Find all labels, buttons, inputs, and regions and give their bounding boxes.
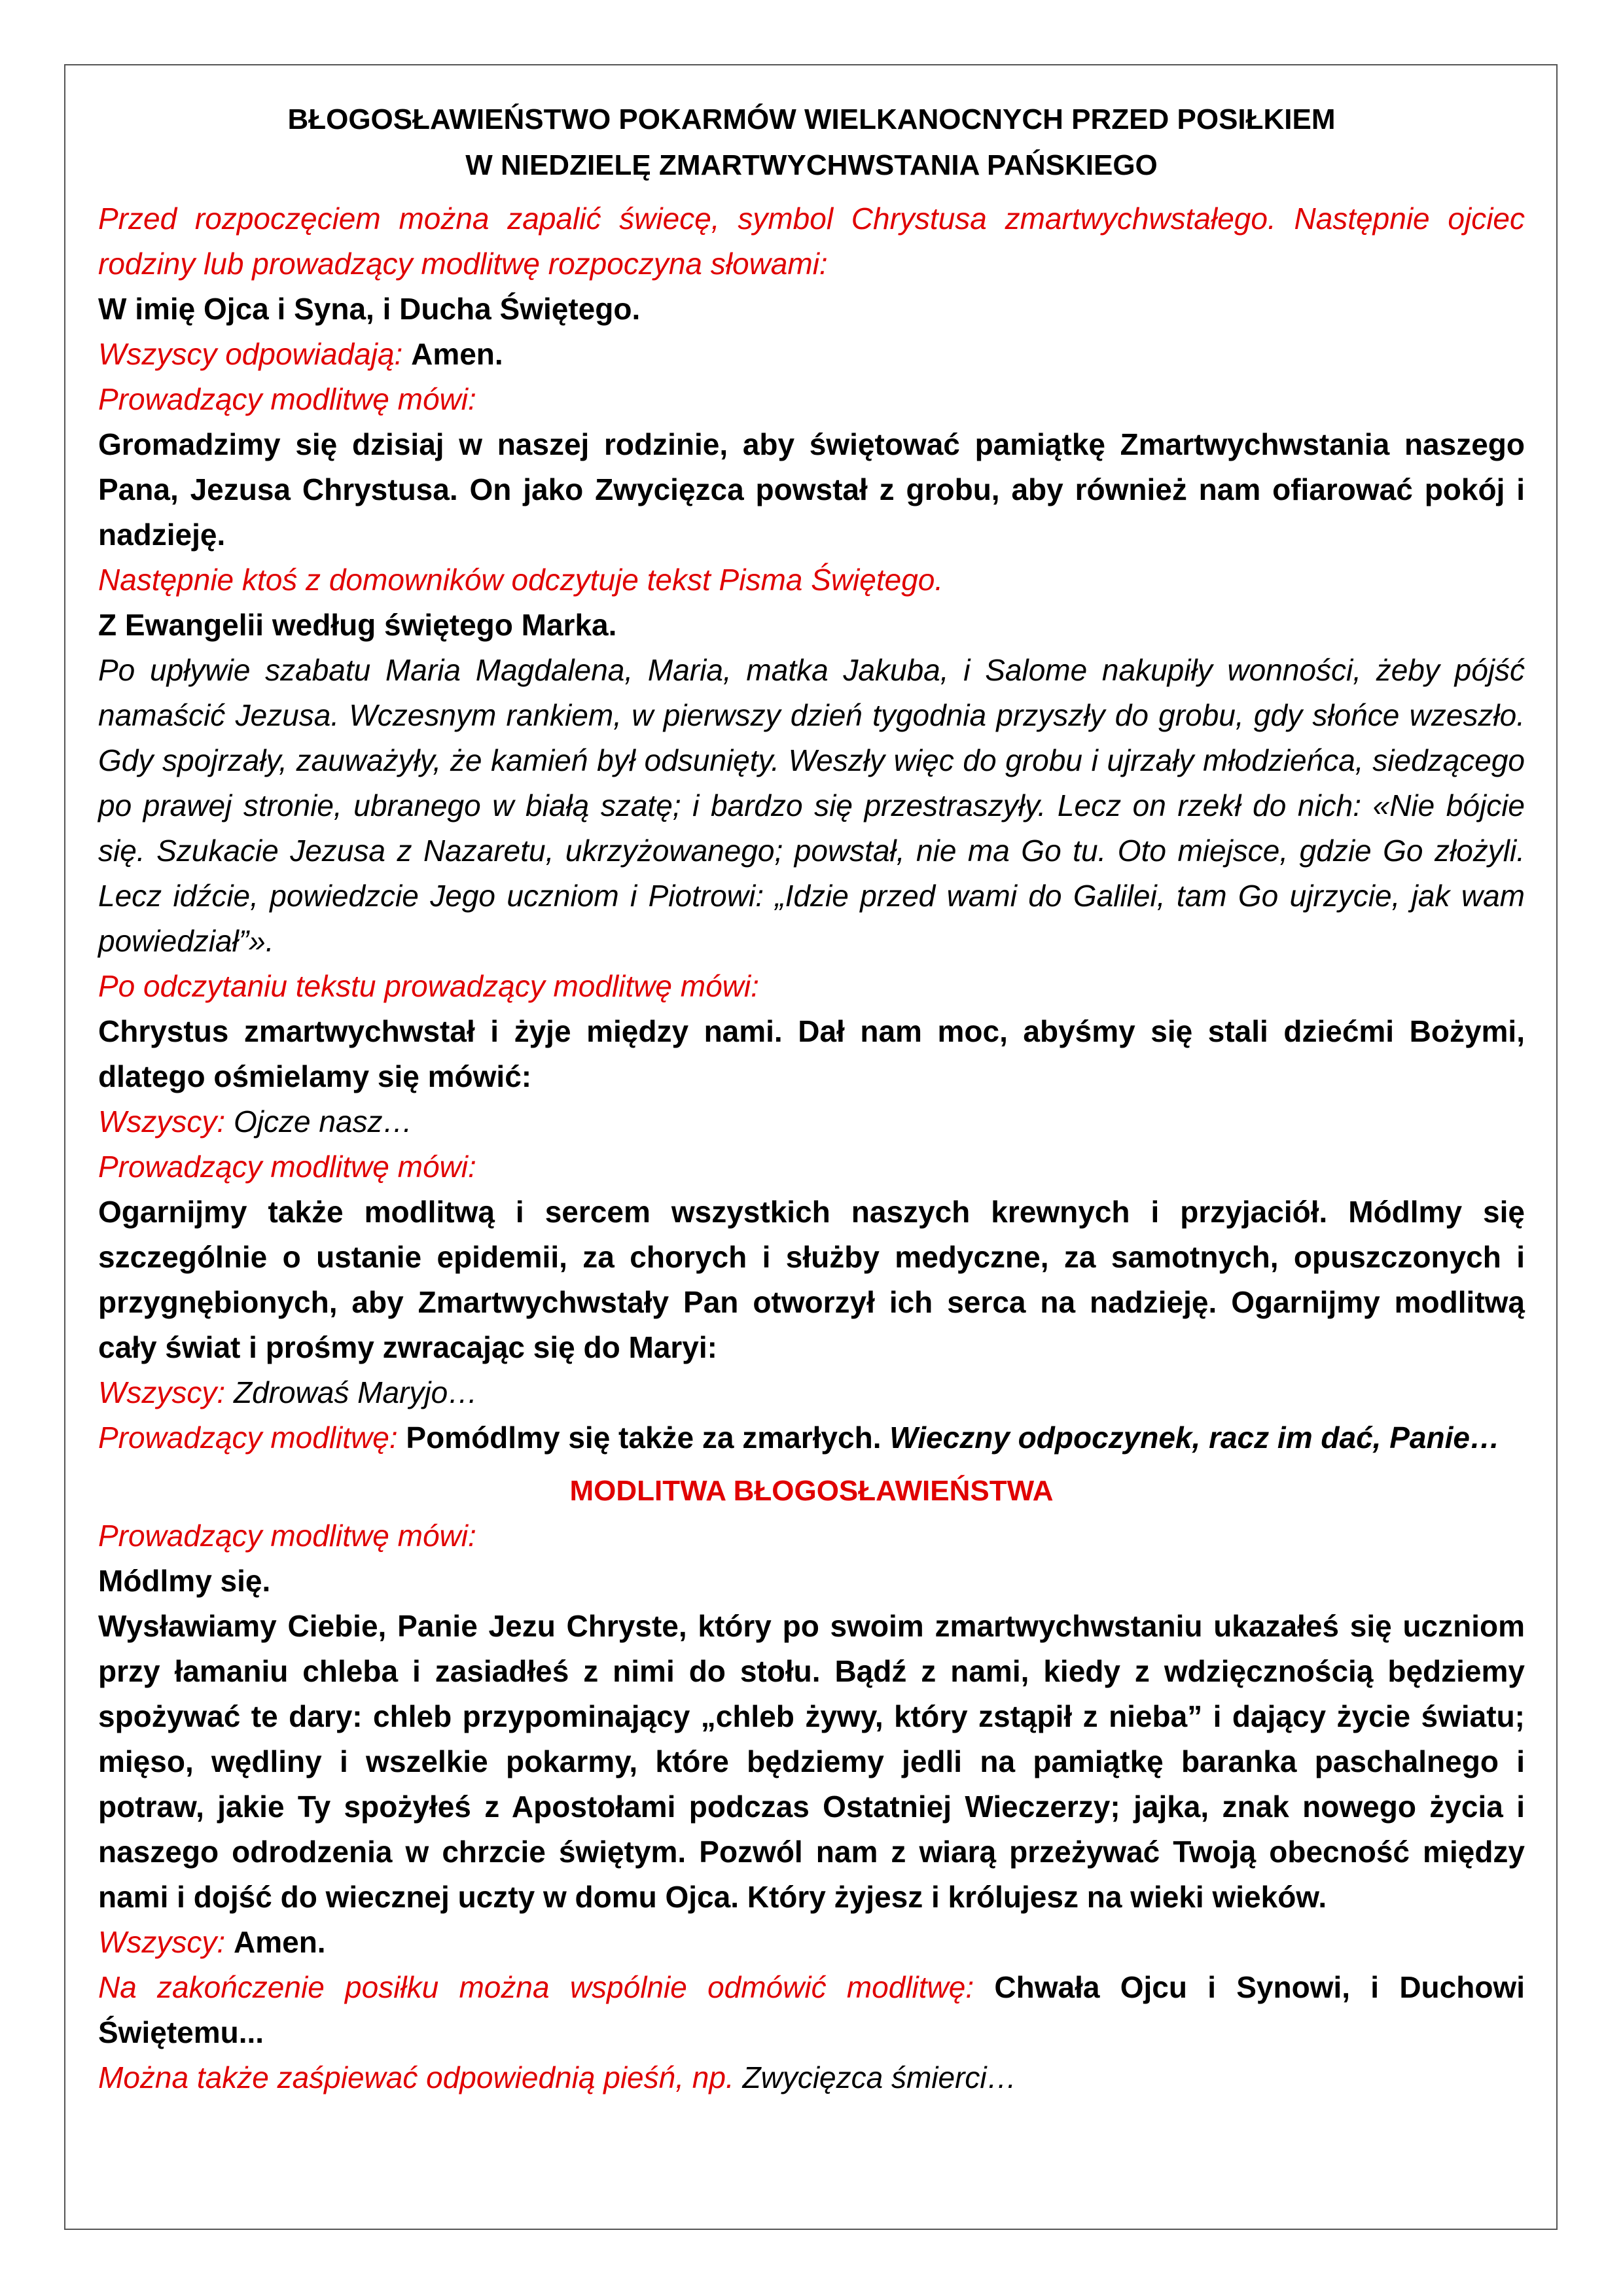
rubric-blessing-leader: Prowadzący modlitwę mówi: [98, 1519, 476, 1553]
let-us-pray: Módlmy się. [98, 1564, 271, 1598]
rubric-closing-intro: Na zakończenie posiłku można wspólnie odmówić modlitwę: [98, 1970, 974, 2004]
gospel-text: Po upływie szabatu Maria Magdalena, Maria, matka Jakuba, i Salome nakupiły wonności, żeby pójść namaścić Jezusa. Wczesnym rankiem, w pierwszy dzień tygodnia przyszły do grobu, gdy słońce wzeszło. Gdy spojrzały, zauważyły, że kamień był odsunięty. Weszły więc do grobu i ujrzały młodzieńca, siedzącego po prawej stronie, ubranego w białą szatę; i bardzo się przestraszyły. Lecz on rzekł do nich: «Nie bójcie się. Szukacie Jezusa z Nazaretu, ukrzyżowanego; powstał, nie ma Go tu. Oto miejsce, gdzie Go złożyli. Lecz idźcie, powiedzcie Jego uczniom i Piotrowi: „Idzie przed wami do Galilei, tam Go ujrzycie, jak wam powiedział”». [98, 653, 1525, 958]
sign-of-cross: W imię Ojca i Syna, i Ducha Świętego. [98, 292, 641, 326]
rubric-intro: Przed rozpoczęciem można zapalić świecę, symbol Chrystusa zmartwychwstałego. Następnie ojciec rodziny lub prowadzący modlitwę rozpoczyna słowami: [98, 202, 1525, 281]
rubric-all-respond: Wszyscy odpowiadają: [98, 337, 403, 371]
christ-risen-text: Chrystus zmartwychwstał i żyje między nami. Dał nam moc, abyśmy się stali dziećmi Bożymi, dlatego ośmielamy się mówić: [98, 1014, 1525, 1093]
rubric-leader-says-2: Prowadzący modlitwę mówi: [98, 1150, 476, 1184]
all-respond-line [98, 332, 1525, 377]
rubric-leader-says-1: Prowadzący modlitwę mówi: [98, 382, 476, 416]
gathering-text: Gromadzimy się dzisiaj w naszej rodzinie, aby świętować pamiątkę Zmartwychwstania naszego Pana, Jezusa Chrystusa. On jako Zwycięzca powstał z grobu, aby również nam ofiarować pokój i nadzieję. [98, 427, 1525, 552]
gospel-title: Z Ewangelii według świętego Marka. [98, 608, 617, 642]
title-line-1: BŁOGOSŁAWIEŃSTWO POKARMÓW WIELKANOCNYCH PRZED POSIŁKIEM [287, 103, 1336, 135]
blessing-amen-line [98, 1920, 1525, 1965]
hail-mary: Zdrowaś Maryjo… [233, 1375, 478, 1409]
song-title: Zwycięzca śmierci… [742, 2060, 1017, 2094]
rubric-all-2: Wszyscy: [98, 1375, 226, 1409]
title-line-2: W NIEDZIELĘ ZMARTWYCHWSTANIA PAŃSKIEGO [465, 149, 1158, 181]
hail-mary-line [98, 1370, 1525, 1415]
blessing-prayer: Wysławiamy Ciebie, Panie Jezu Chryste, który po swoim zmartwychwstaniu ukazałeś się uczniom przy łamaniu chleba i zasiadłeś z nimi do stołu. Bądź z nami, kiedy z wdzięcznością będziemy spożywać te dary: chleb przypominający „chleb żywy, który zstąpił z nieba” i dający życie światu; mięso, wędliny i wszelkie pokarmy, które będziemy jedli na pamiątkę baranka paschalnego i potraw, jakie Ty spożyłeś z Apostołami podczas Ostatniej Wieczerzy; jajka, znak nowego życia i naszego odrodzenia w chrzcie świętym. Pozwól nam z wiarą przeżywać Twoją obecność między nami i dojść do wiecznej uczty w domu Ojca. Który żyjesz i królujesz na wieki wieków. [98, 1609, 1525, 1914]
song-line [98, 2055, 1525, 2100]
rubric-all-1: Wszyscy: [98, 1104, 226, 1139]
our-father: Ojcze nasz… [233, 1104, 413, 1139]
rubric-song-intro: Można także zaśpiewać odpowiednią pieśń, np. [98, 2060, 734, 2094]
document-body [98, 97, 1525, 2100]
rubric-leader-label: Prowadzący modlitwę: [98, 1421, 398, 1455]
blessing-amen: Amen. [233, 1925, 326, 1959]
pray-for-dead-line [98, 1415, 1525, 1460]
intercession-text: Ogarnijmy także modlitwą i sercem wszystkich naszych krewnych i przyjaciół. Módlmy się szczególnie o ustanie epidemii, za chorych i służby medyczne, za samotnych, opuszczonych i przygnębionych, aby Zmartwychwstały Pan otworzył ich serca na nadzieję. Ogarnijmy modlitwą cały świat i prośmy zwracając się do Maryi: [98, 1195, 1525, 1364]
closing-line [98, 1965, 1525, 2055]
rubric-all-3: Wszyscy: [98, 1925, 226, 1959]
our-father-line [98, 1099, 1525, 1144]
rubric-after-reading: Po odczytaniu tekstu prowadzący modlitwę mówi: [98, 969, 759, 1003]
pray-for-dead: Pomódlmy się także za zmarłych. [406, 1421, 882, 1455]
rubric-reading-intro: Następnie ktoś z domowników odczytuje tekst Pisma Świętego. [98, 563, 944, 597]
glory-be: Chwała Ojcu i Synowi, i Duchowi Świętemu... [98, 1970, 1525, 2049]
amen-response: Amen. [411, 337, 503, 371]
blessing-section-title: MODLITWA BŁOGOSŁAWIEŃSTWA [569, 1475, 1054, 1507]
eternal-rest: Wieczny odpoczynek, racz im dać, Panie… [889, 1421, 1500, 1455]
